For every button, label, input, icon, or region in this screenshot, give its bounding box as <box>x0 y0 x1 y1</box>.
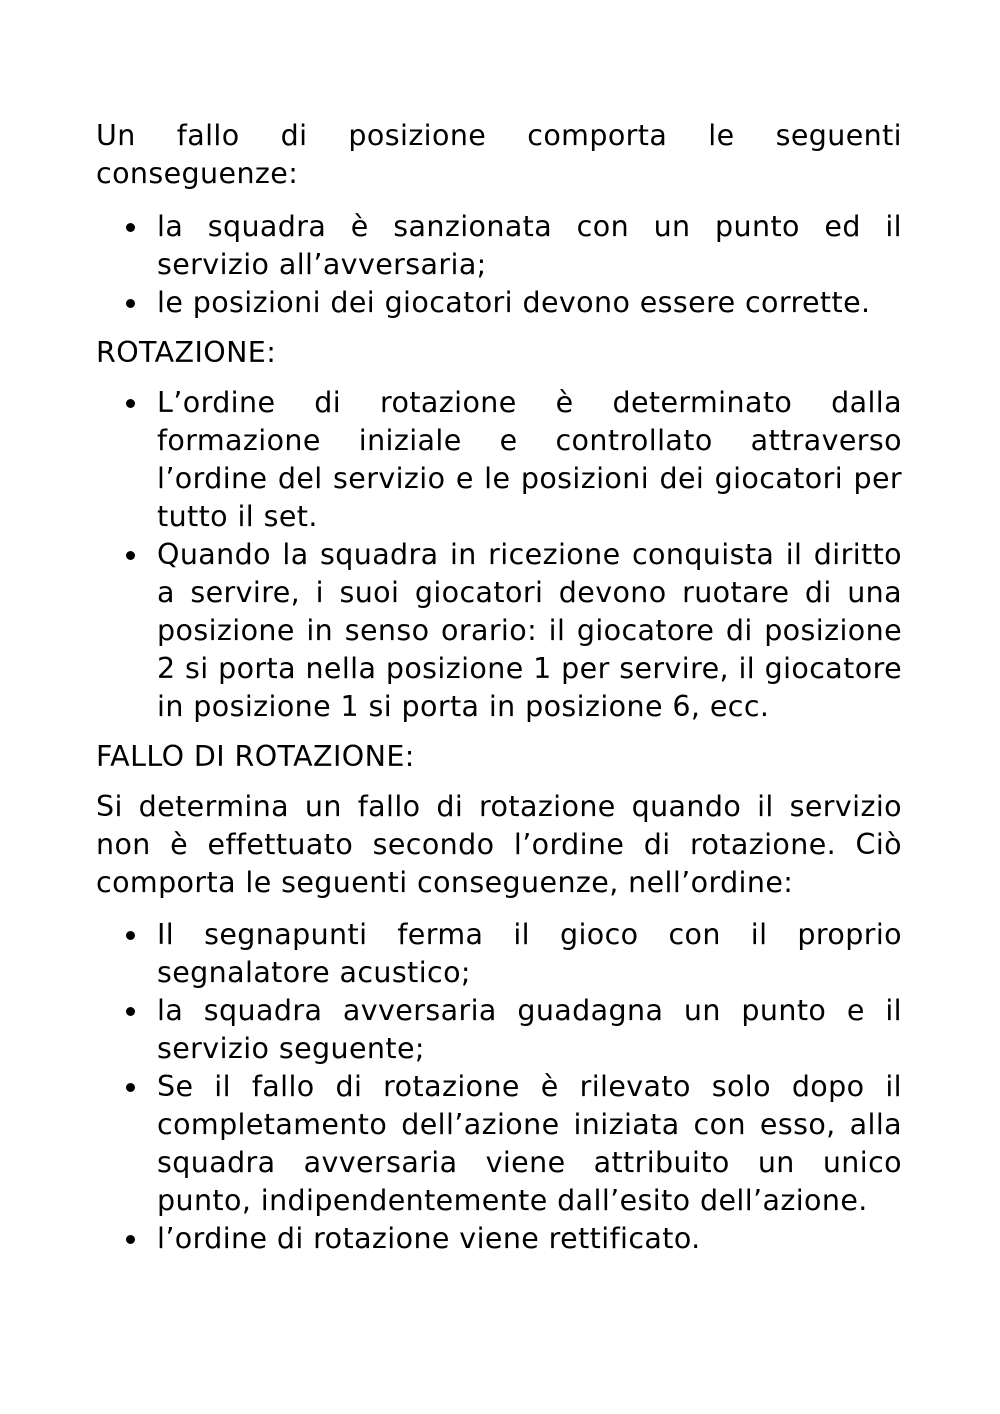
list-item-text: la squadra avversaria guadagna un punto e il servizio seguente; <box>157 994 902 1065</box>
list-item <box>96 1220 902 1258</box>
list-item-text: le posizioni dei giocatori devono essere corrette. <box>157 286 871 319</box>
bullet-icon <box>126 1007 135 1016</box>
rotation-fault-heading: FALLO DI ROTAZIONE: <box>96 740 415 773</box>
list-item <box>96 916 902 992</box>
rotation-list <box>96 384 902 726</box>
rotation-fault-intro: Si determina un fallo di rotazione quando il servizio non è effettuato secondo l’ordine di rotazione. Ciò comporta le seguenti conseguenze, nell’ordine: <box>96 790 902 899</box>
list-item-text: Il segnapunti ferma il gioco con il proprio segnalatore acustico; <box>157 918 902 989</box>
list-item <box>96 384 902 536</box>
bullet-icon <box>126 399 135 408</box>
position-fault-list <box>96 208 902 322</box>
list-item-text: L’ordine di rotazione è determinato dalla formazione iniziale e controllato attraverso l’ordine del servizio e le posizioni dei giocatori per tutto il set. <box>157 386 902 533</box>
list-item <box>96 284 902 322</box>
rotation-fault-list <box>96 916 902 1258</box>
list-item <box>96 536 902 726</box>
list-item-text: l’ordine di rotazione viene rettificato. <box>157 1222 701 1255</box>
list-item <box>96 208 902 284</box>
position-fault-intro: Un fallo di posizione comporta le seguenti conseguenze: <box>96 119 902 190</box>
bullet-icon <box>126 551 135 560</box>
bullet-icon <box>126 1083 135 1092</box>
rotation-heading: ROTAZIONE: <box>96 336 277 369</box>
bullet-icon <box>126 223 135 232</box>
bullet-icon <box>126 299 135 308</box>
list-item <box>96 1068 902 1220</box>
list-item-text: Quando la squadra in ricezione conquista il diritto a servire, i suoi giocatori devono ruotare di una posizione in senso orario: il giocatore di posizione 2 si porta nella posizione 1 per servire, il giocatore in posizione 1 si porta in posizione 6, ecc. <box>157 538 902 723</box>
list-item-text: la squadra è sanzionata con un punto ed il servizio all’avversaria; <box>157 210 902 281</box>
list-item-text: Se il fallo di rotazione è rilevato solo dopo il completamento dell’azione iniziata con esso, alla squadra avversaria viene attribuito un unico punto, indipendentemente dall’esito dell’azione. <box>157 1070 902 1217</box>
document-page <box>96 117 902 1258</box>
list-item <box>96 992 902 1068</box>
bullet-icon <box>126 931 135 940</box>
bullet-icon <box>126 1235 135 1244</box>
